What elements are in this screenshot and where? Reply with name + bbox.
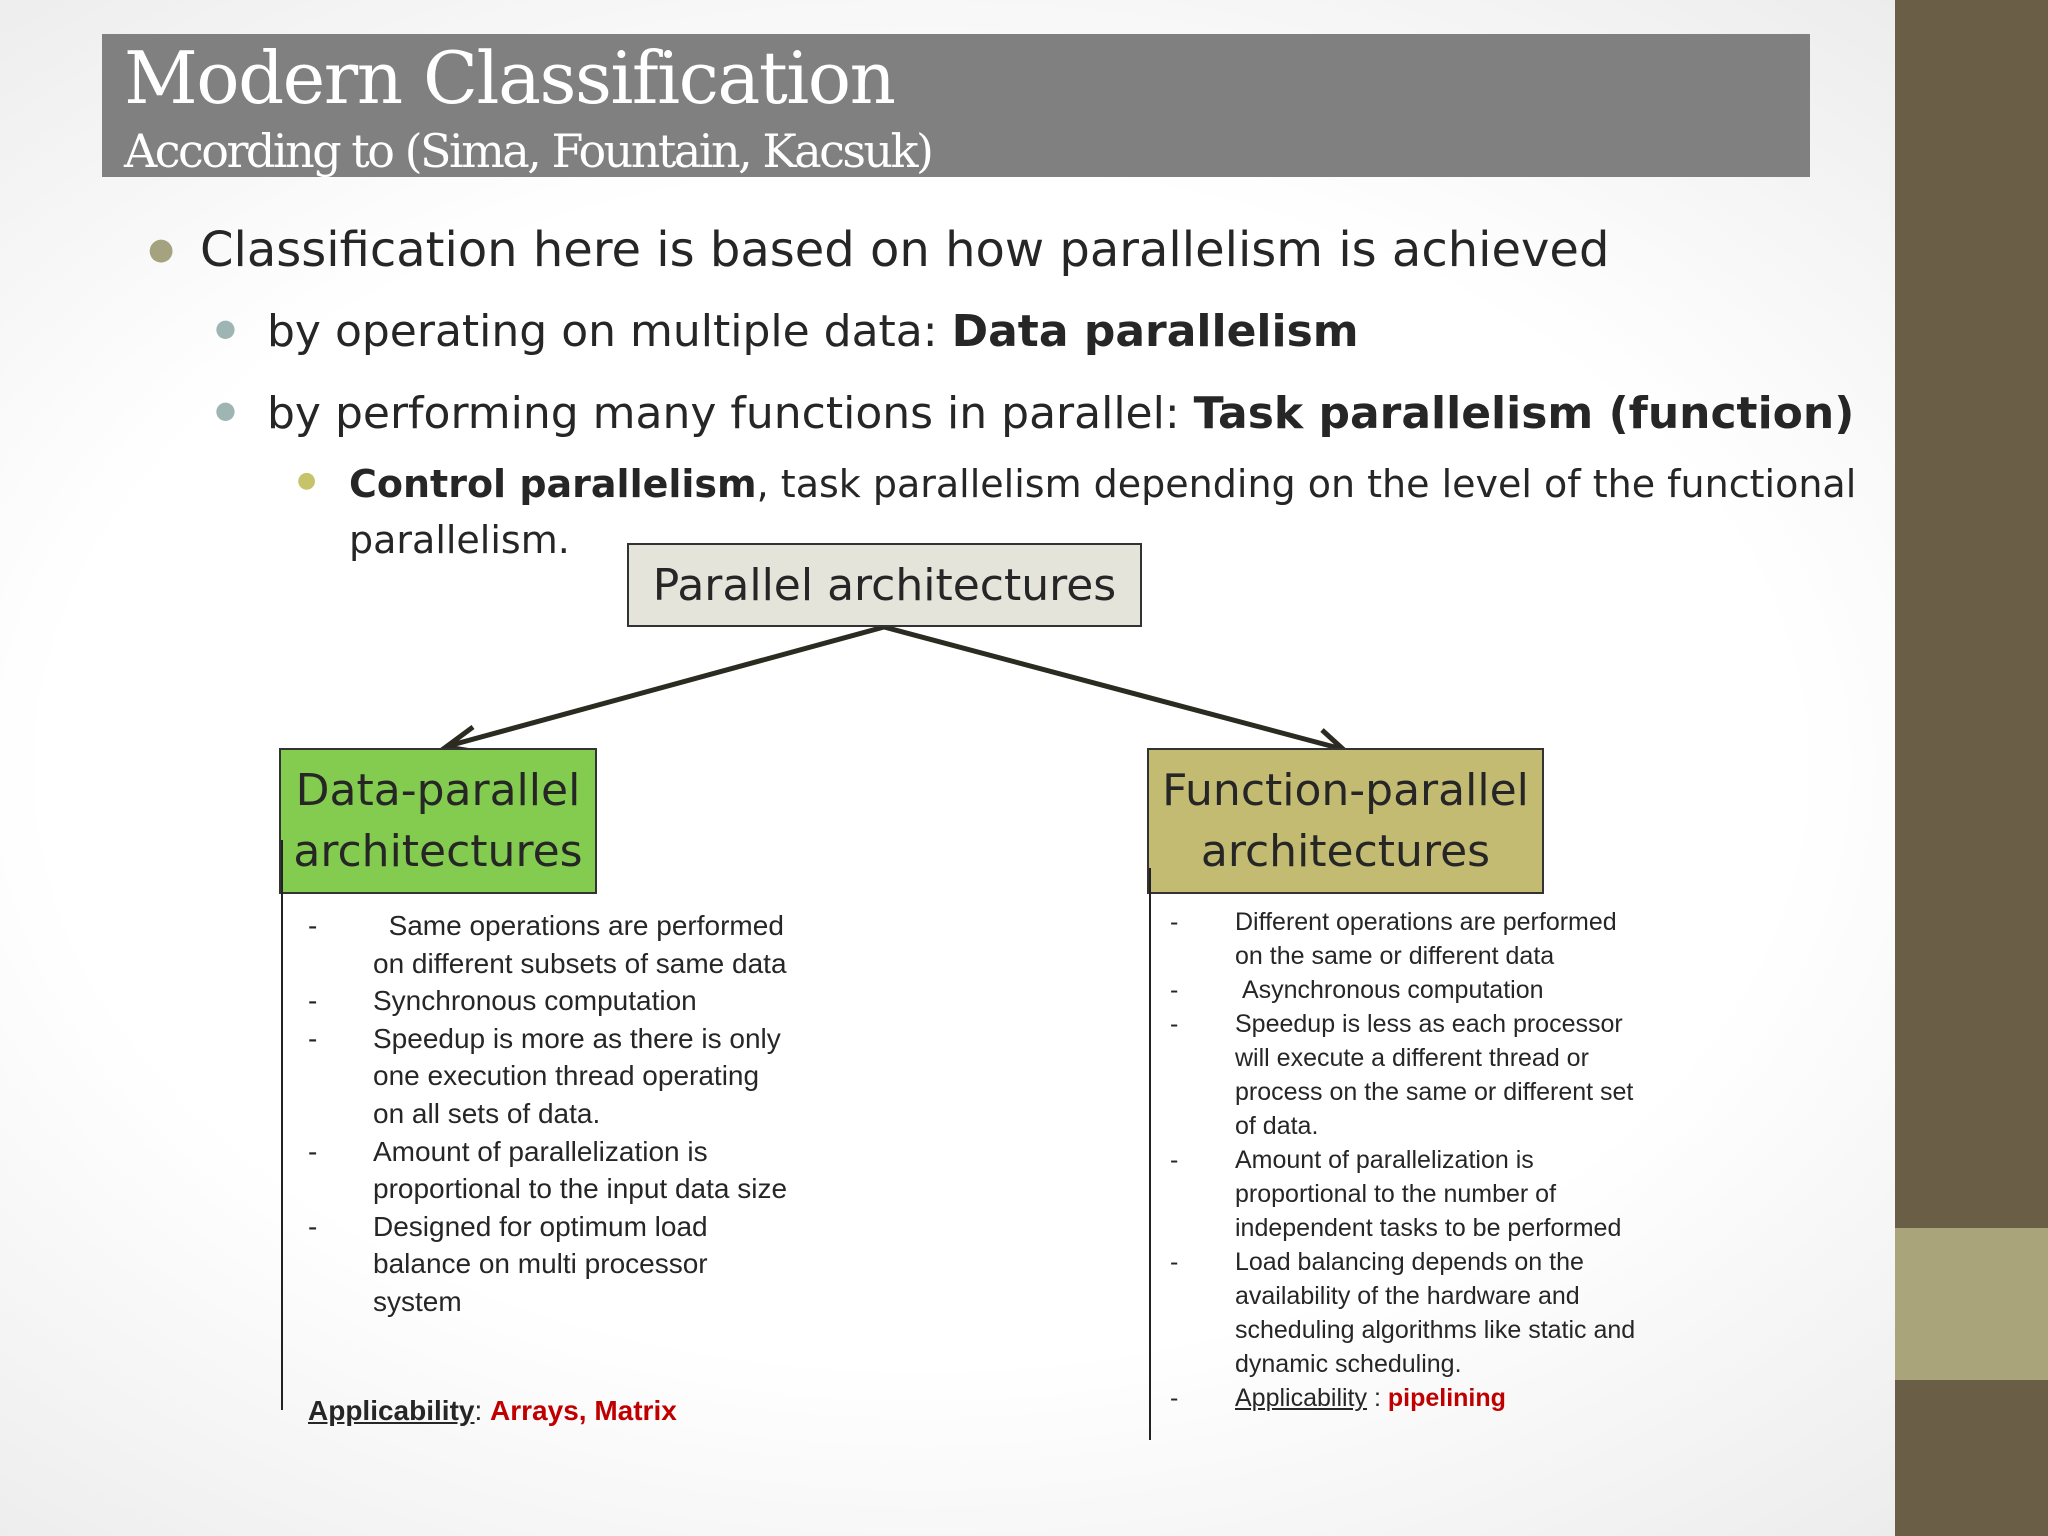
bullet-text: , task parallelism depending on the level of the functional [756,462,1857,506]
arrow-right [884,627,1342,749]
func-box-line1: Function-parallel [1162,765,1529,816]
list-item [1170,1245,1650,1381]
list-dash: - [1170,1010,1179,1038]
list-item [1170,1143,1650,1245]
data-box-line2: architectures [293,826,583,877]
list-item-text: Different operations are performed on the same or different data [1235,908,1617,970]
list-item-text: Asynchronous computation [1235,976,1544,1004]
bullet-dot: ● [215,314,236,342]
bullet-dot: ● [297,468,317,493]
bullet-text: by performing many functions in parallel: [267,388,1194,439]
list-item-text: Speedup is more as there is only one execution thread operating on all sets of data. [373,1022,781,1129]
data-parallel-box [279,748,597,894]
func-box-line2: architectures [1200,826,1491,877]
list-item-text: Load balancing depends on the availability of the hardware and scheduling algorithms like static and dynamic scheduling. [1235,1248,1636,1378]
list-item-text: Amount of parallelization is proportional to the number of independent tasks to be performed [1235,1146,1622,1242]
list-item [1170,1007,1650,1143]
list-dash: - [308,910,318,941]
list-item-applicability [1170,1381,1650,1415]
list-dash: - [308,985,318,1017]
function-parallel-box [1147,748,1544,894]
bullet-text: by operating on multiple data: [267,306,952,357]
list-item-text: Same operations are performed on different subsets of same data [373,910,792,979]
list-item [1170,905,1650,973]
list-dash: - [1170,908,1179,936]
func-connector-line [1149,868,1151,1440]
root-label: Parallel architectures [652,559,1117,611]
list-item [308,982,788,1020]
slide-title: Modern Classification [124,36,895,120]
list-item [1170,973,1650,1007]
list-dash: - [1170,976,1179,1004]
list-item [308,1208,788,1321]
list-item-text: Synchronous computation [373,985,697,1017]
data-parallel-list [308,907,792,1321]
list-item [308,1133,788,1208]
list-item [308,907,792,982]
list-dash: - [1170,1146,1179,1174]
list-dash: - [308,1210,318,1242]
bullet-strong: Task parallelism (function) [1193,388,1855,439]
list-dash: - [1170,1248,1179,1276]
bullet-strong: Data parallelism [951,306,1359,357]
bullet-dot: ● [215,396,236,424]
bullet-control-continuation: parallelism. [349,518,570,562]
applicability-value: Arrays, Matrix [490,1395,677,1426]
list-dash: - [308,1022,318,1054]
data-applicability [308,1395,677,1427]
root-box [627,543,1142,627]
bullet-strong: Control parallelism [349,462,757,506]
arrow-left [448,627,884,746]
list-item [308,1020,788,1133]
applicability-label: Applicability [1235,1384,1368,1412]
list-dash: - [308,1135,318,1167]
applicability-sep: : [474,1395,491,1426]
applicability-sep: : [1367,1384,1388,1412]
list-item-text: Amount of parallelization is proportional to the input data size [373,1135,788,1205]
list-dash: - [1170,1384,1179,1412]
applicability-label: Applicability [308,1395,475,1426]
function-parallel-list [1170,905,1650,1415]
slide-subtitle: According to (Sima, Fountain, Kacsuk) [124,124,932,177]
applicability-value: pipelining [1387,1384,1506,1412]
data-box-line1: Data-parallel [295,765,581,816]
bullet-dot: ● [148,232,175,267]
data-connector-line [281,840,283,1410]
bullet-main: Classification here is based on how parallelism is achieved [200,222,1610,278]
list-item-text: Speedup is less as each processor will execute a different thread or process on the same or different set of data. [1235,1010,1634,1140]
list-item-text: Designed for optimum load balance on multi processor system [373,1210,708,1317]
